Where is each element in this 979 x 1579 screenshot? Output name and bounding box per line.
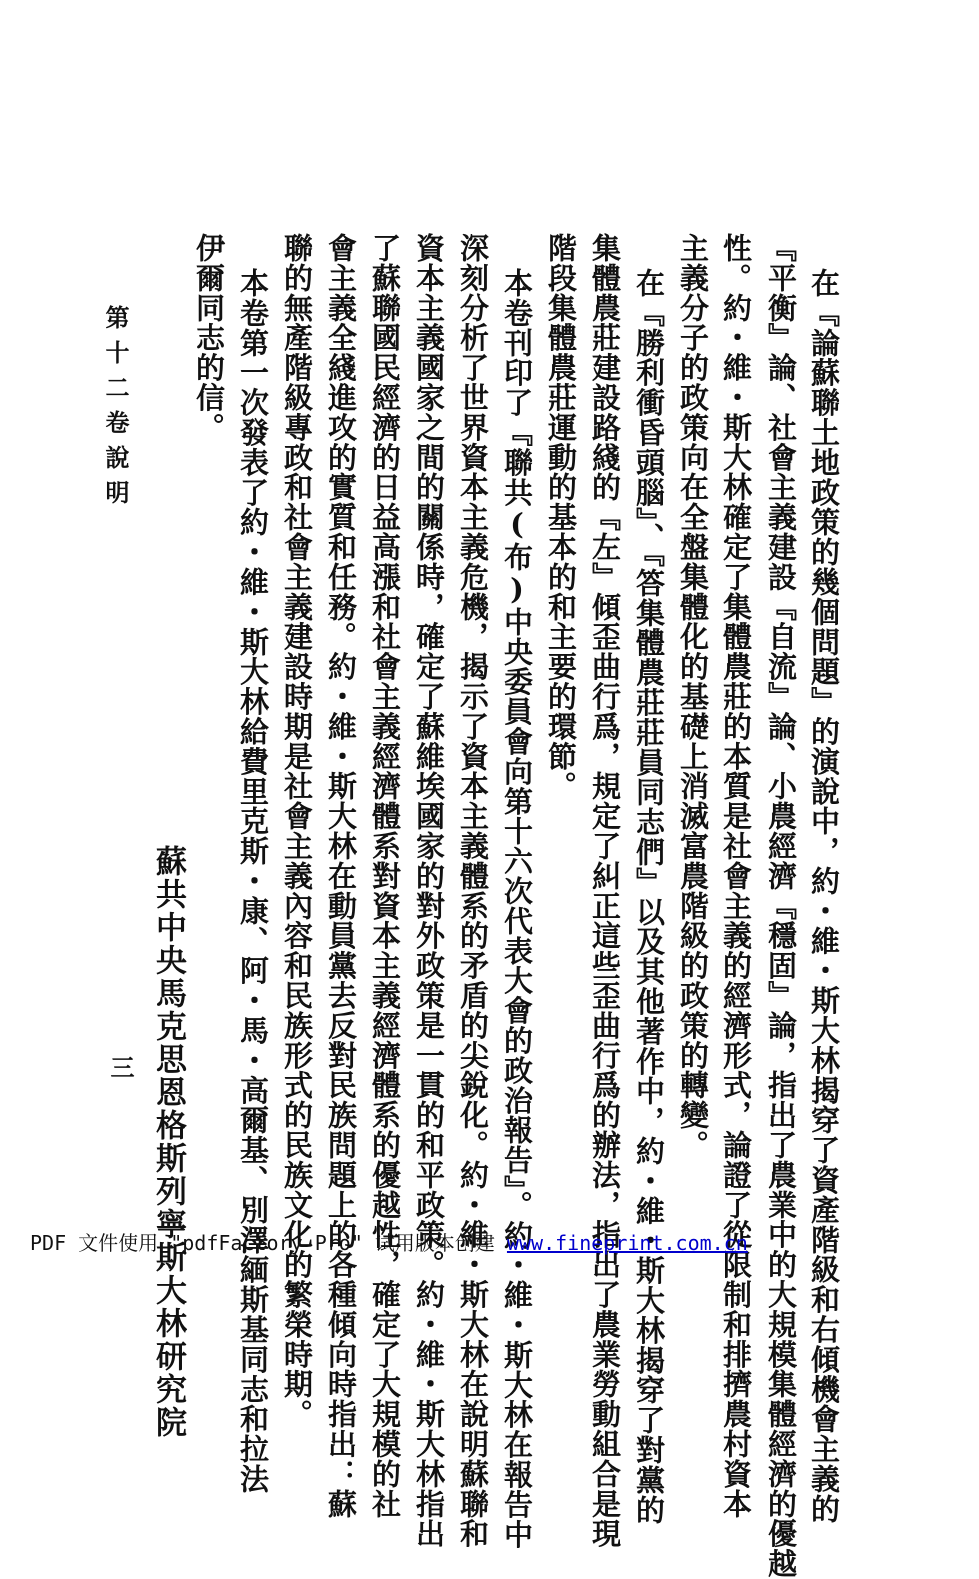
paragraph-column: 階段集體農莊運動的基本的和主要的環節。	[544, 233, 578, 802]
paragraph-column: 了蘇聯國民經濟的日益高漲和社會主義經濟體系對資本主義經濟體系的優越性，確定了大規模的社	[368, 233, 402, 1519]
paragraph-column: 『平衡』論、社會主義建設『自流』論、小農經濟『穩固』論，指出了農業中的大規模集體經濟的優越	[764, 233, 798, 1579]
paragraph-column: 會主義全綫進攻的實質和任務。約・維・斯大林在動員黨去反對民族問題上的各種傾向時指出：蘇	[324, 233, 358, 1519]
pdf-banner-text: PDF 文件使用 "pdfFactory Pro" 试用版本创建	[30, 1231, 507, 1255]
paragraph-column: 在『論蘇聯土地政策的幾個問題』的演說中，約・維・斯大林揭穿了資產階級和右傾機會主義的	[807, 268, 841, 1524]
paragraph-column: 本卷第一次發表了約・維・斯大林給費里克斯・康、阿・馬・高爾基、別澤緬斯基同志和拉法	[236, 268, 270, 1494]
paragraph-column: 聯的無產階級專政和社會主義建設時期是社會主義內容和民族形式的民族文化的繁榮時期。	[280, 233, 314, 1429]
paragraph-column: 在『勝利衝昏頭腦』、『答集體農莊莊員同志們』以及其他著作中，約・維・斯大林揭穿了對黨的	[632, 268, 666, 1525]
paragraph-column: 主義分子的政策向在全盤集體化的基礎上消滅富農階級的政策的轉變。	[676, 233, 710, 1160]
paragraph-column: 本卷刊印了『聯共(布)中央委員會向第十六次代表大會的政治報告』。約・維・斯大林在報告中	[500, 268, 534, 1550]
paragraph-column: 伊爾同志的信。	[192, 233, 226, 443]
page-number: 三	[106, 1055, 135, 1079]
pdf-generator-banner	[30, 1231, 748, 1255]
institute-signature: 蘇共中央馬克思恩格斯列寧斯大林研究院	[150, 845, 186, 1439]
volume-footer-label: 第十二卷說明	[101, 305, 130, 515]
paragraph-column: 資本主義國家之間的關係時，確定了蘇維埃國家的對外政策是一貫的和平政策。約・維・斯大林指出	[412, 233, 446, 1549]
fineprint-link[interactable]: www.fineprint.com.cn	[506, 1231, 748, 1255]
paragraph-column: 深刻分析了世界資本主義危機，揭示了資本主義體系的矛盾的尖銳化。約・維・斯大林在說明蘇聯和	[456, 233, 490, 1549]
paragraph-column: 性。約・維・斯大林確定了集體農莊的本質是社會主義的經濟形式，論證了從限制和排擠農村資本	[719, 233, 753, 1519]
paragraph-column: 集體農莊建設路綫的『左』傾歪曲行爲，規定了糾正這些歪曲行爲的辦法，指出了農業勞動組合是現	[588, 233, 622, 1549]
